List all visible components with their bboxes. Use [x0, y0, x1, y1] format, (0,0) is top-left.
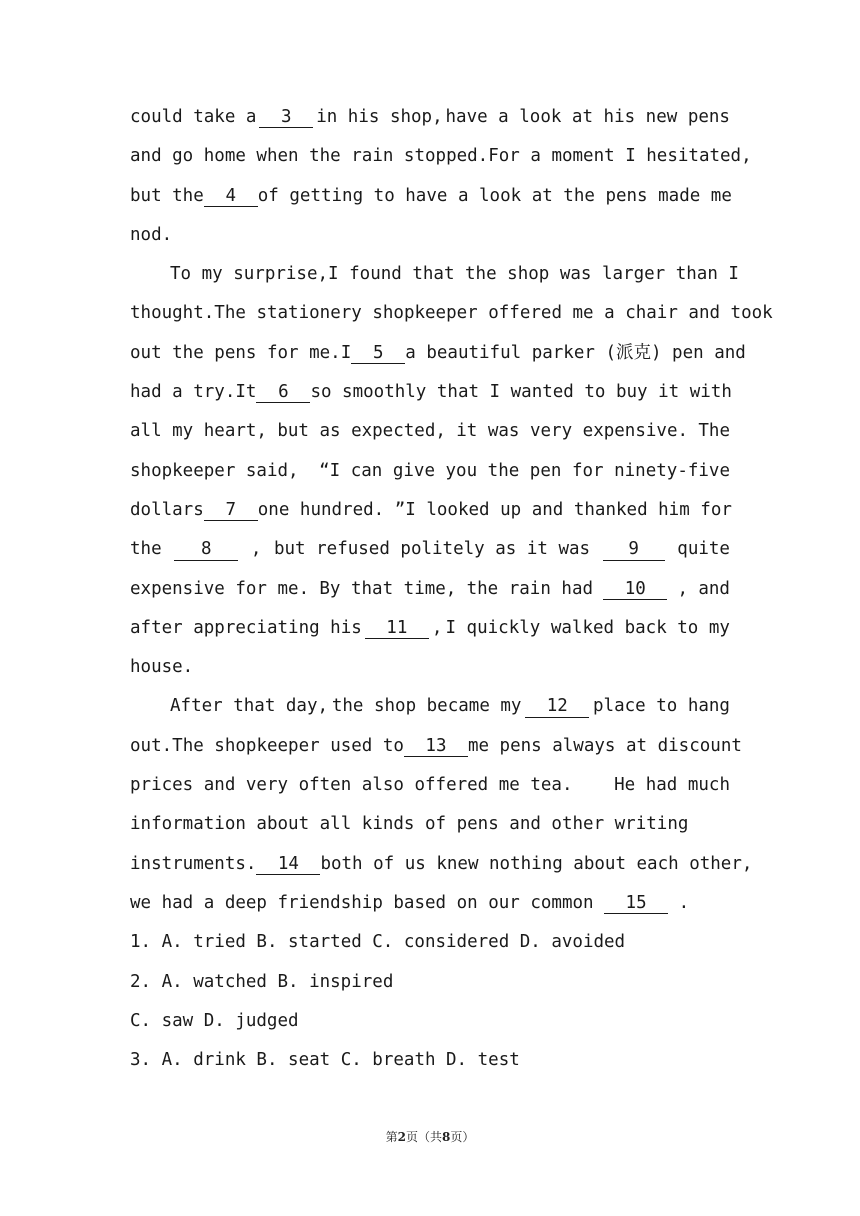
- text-segment: I looked up and thanked him for: [405, 499, 732, 520]
- text-line: [130, 530, 730, 569]
- answer-blank[interactable]: 7: [204, 501, 258, 521]
- text-line: [130, 452, 730, 491]
- text-segment: a beautiful parker (派克) pen and: [405, 342, 746, 363]
- passage-text: [130, 98, 773, 1080]
- text-line: [130, 687, 730, 726]
- text-line: [130, 412, 730, 451]
- text-segment: 2. A. watched: [130, 971, 267, 992]
- text-line: [130, 727, 742, 766]
- answer-blank[interactable]: 12: [525, 697, 589, 717]
- text-line: [130, 570, 730, 609]
- text-line: [130, 177, 730, 216]
- text-segment: so smoothly that I wanted to buy it with: [310, 382, 732, 403]
- text-segment: of getting to have a look at the pens made me: [257, 185, 732, 206]
- text-segment: B. inspired: [277, 971, 394, 992]
- text-segment: out the pens for me.: [130, 342, 341, 363]
- answer-blank[interactable]: 14: [256, 855, 320, 875]
- text-segment: place to hang: [593, 696, 730, 717]
- text-line: [130, 98, 730, 137]
- answer-blank[interactable]: 3: [259, 108, 313, 128]
- text-segment: He had much: [614, 775, 730, 796]
- text-segment: instruments.: [130, 853, 257, 874]
- text-segment: the rain had: [466, 578, 594, 599]
- footer-prefix: 第: [385, 1130, 398, 1144]
- page-footer: [0, 1128, 860, 1145]
- text-segment: had a try.: [130, 382, 236, 403]
- text-segment: but the: [130, 185, 204, 206]
- footer-middle: 页（共: [405, 1130, 442, 1144]
- answer-blank[interactable]: 6: [256, 383, 310, 403]
- text-segment: C. breath: [340, 1050, 436, 1071]
- text-segment: B. started: [256, 932, 362, 953]
- text-line: [130, 845, 753, 884]
- answer-blank[interactable]: 9: [603, 540, 665, 560]
- text-segment: The stationery shopkeeper offered me a chair and took: [214, 303, 773, 324]
- text-segment: all my heart,: [130, 421, 267, 442]
- text-segment: After that day,: [170, 696, 329, 717]
- text-segment: me pens always at discount: [467, 735, 742, 756]
- answer-blank[interactable]: 4: [204, 187, 258, 207]
- text-segment: expensive for me.: [130, 578, 310, 599]
- text-segment: “I can give you the pen for ninety-five: [319, 460, 730, 481]
- text-segment: in his shop,: [316, 107, 443, 127]
- text-segment: D. judged: [203, 1010, 299, 1031]
- text-line: [130, 1002, 730, 1041]
- text-segment: and go home when the rain stopped.: [130, 146, 489, 167]
- text-segment: information about all kinds of pens and other writing: [130, 814, 689, 835]
- text-segment: the: [130, 539, 162, 560]
- text-segment: thought.: [130, 303, 215, 324]
- footer-suffix: 页）: [450, 1130, 475, 1144]
- text-segment: D. test: [446, 1050, 520, 1071]
- text-segment: .: [678, 892, 690, 913]
- text-segment: ,: [677, 578, 689, 599]
- text-segment: 1. A. tried: [130, 932, 246, 953]
- footer-current-page: 2: [397, 1130, 406, 1144]
- text-segment: shopkeeper said,: [130, 460, 299, 481]
- text-line: [130, 334, 746, 373]
- text-segment: dollars: [130, 499, 204, 520]
- text-line: [130, 137, 752, 176]
- text-segment: prices and very often also offered me tea.: [130, 775, 573, 796]
- text-segment: C. saw: [130, 1010, 194, 1031]
- text-line: [130, 648, 730, 687]
- text-segment: The: [698, 421, 730, 442]
- text-segment: 3. A. drink B. seat: [130, 1050, 331, 1071]
- text-segment: quite: [677, 539, 730, 560]
- text-segment: but as expected,: [277, 421, 446, 442]
- text-segment: we had a deep friendship based on our common: [130, 892, 594, 913]
- text-segment: after appreciating his: [130, 617, 362, 638]
- answer-blank[interactable]: 13: [404, 737, 468, 757]
- text-segment: ,: [431, 617, 443, 638]
- text-line: [130, 923, 730, 962]
- text-segment: could take a: [130, 107, 257, 127]
- answer-blank[interactable]: 8: [174, 540, 238, 560]
- text-segment: nod.: [130, 224, 173, 245]
- text-segment: the shop became my: [331, 696, 522, 717]
- text-segment: it was very expensive.: [456, 421, 689, 442]
- text-segment: By that time,: [319, 578, 457, 599]
- answer-blank[interactable]: 11: [365, 619, 429, 639]
- text-segment: house.: [130, 657, 194, 678]
- text-segment: but refused politely as it was: [273, 539, 591, 560]
- text-segment: one hundred. ”: [257, 499, 406, 520]
- text-segment: C. considered: [372, 932, 510, 953]
- answer-blank[interactable]: 15: [604, 894, 668, 914]
- text-line: [130, 766, 730, 805]
- text-segment: D. avoided: [519, 932, 626, 953]
- text-line: [130, 963, 730, 1002]
- text-segment: out.: [130, 735, 173, 756]
- text-line: [130, 373, 730, 412]
- text-segment: It: [235, 382, 257, 403]
- footer-total-pages: 8: [442, 1130, 451, 1144]
- text-segment: I quickly walked back to my: [445, 617, 730, 638]
- text-line: [130, 1041, 730, 1080]
- text-segment: have a look at his new pens: [445, 107, 730, 127]
- text-segment: To my surprise,: [170, 264, 329, 285]
- text-segment: The shopkeeper used to: [172, 735, 404, 756]
- text-line: [130, 294, 773, 333]
- text-segment: I found that the shop was larger than I: [328, 264, 739, 285]
- text-line: [130, 255, 739, 294]
- text-line: [130, 884, 730, 923]
- text-segment: ,: [250, 539, 262, 560]
- text-segment: I: [340, 342, 352, 363]
- text-segment: For a moment I hesitated,: [488, 146, 752, 167]
- text-line: [130, 216, 730, 255]
- text-line: [130, 609, 730, 648]
- answer-blank[interactable]: 5: [351, 344, 405, 364]
- answer-blank[interactable]: 10: [603, 580, 667, 600]
- text-line: [130, 805, 730, 844]
- text-line: [130, 491, 730, 530]
- text-segment: and: [698, 578, 730, 599]
- text-segment: both of us knew nothing about each other,: [320, 853, 753, 874]
